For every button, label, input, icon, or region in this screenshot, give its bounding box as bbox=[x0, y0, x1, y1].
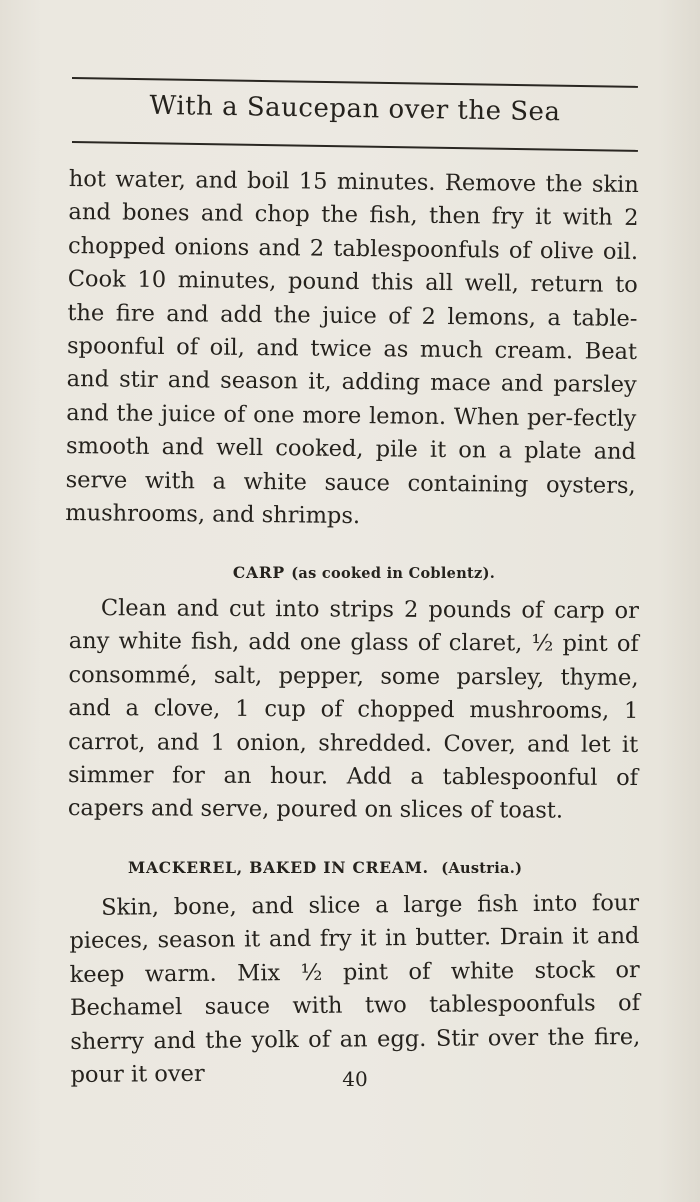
recipe-title-mackerel: MACKEREL, BAKED IN CREAM. bbox=[128, 858, 429, 877]
recipe-heading-mackerel bbox=[69, 858, 698, 877]
recipe-heading-carp bbox=[69, 563, 649, 582]
paragraph-carp: Clean and cut into strips 2 pounds of carp or any white fish, add one glass of claret, ½ pint of consommé, salt, pepper, some parsley, thyme, and a clove, 1 cup of chopped mushrooms, 1 carrot, and 1 onion, shredded. Cover, and let it simmer for an hour. Add a tablespoonful of capers and serve, poured on slices of toast. bbox=[67, 595, 639, 825]
recipe-note-carp: (as cooked in Coblentz). bbox=[291, 565, 496, 582]
header-rule-top bbox=[72, 77, 638, 88]
recipe-note-mackerel: (Austria.) bbox=[441, 860, 523, 877]
paragraph-continued: hot water, and boil 15 minutes. Remove the skin and bones and chop the fish, then fry it with 2 chopped onions and 2 tablespoonfuls of olive oil. Cook 10 minutes, pound this all well, return to the fire and add the juice of 2 lemons, a table-spoonful of oil, and twice as much cream. Beat and stir and season it, adding mace and parsley and the juice of one more lemon. When per-fectly smooth and well cooked, pile it on a plate and serve with a white sauce containing oysters, mushrooms, and shrimps. bbox=[65, 165, 639, 530]
running-head: With a Saucepan over the Sea bbox=[149, 90, 561, 128]
page-number: 40 bbox=[342, 1067, 368, 1091]
header-rule-bottom bbox=[72, 141, 638, 152]
paragraph-mackerel: Skin, bone, and slice a large fish into four pieces, season it and fry it in butter. Drain it and keep warm. Mix ½ pint of white stock or Bechamel sauce with two tablespoonfuls of sherry and the yolk of an egg. Stir over the fire, pour it over bbox=[69, 890, 641, 1089]
recipe-title-carp: CARP bbox=[232, 563, 286, 582]
